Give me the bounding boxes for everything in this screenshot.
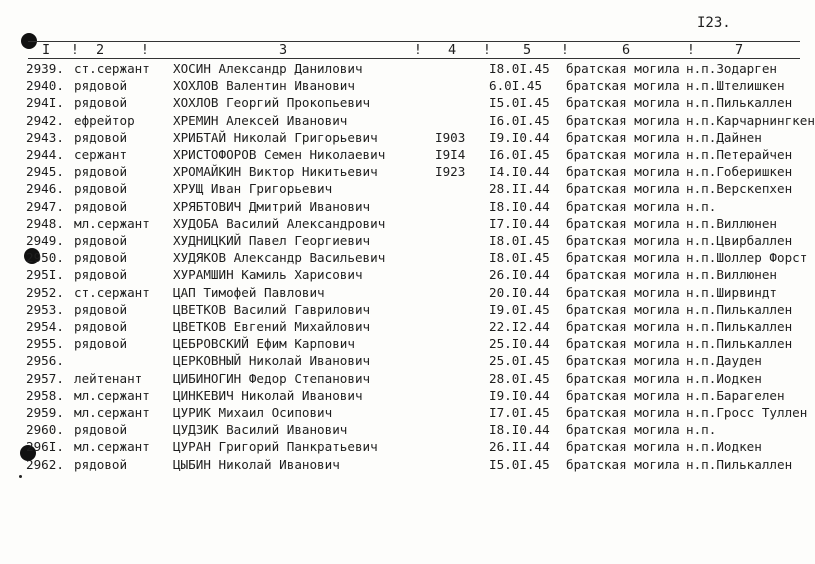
- rank: лейтенант: [74, 370, 143, 386]
- entry-number: 2950.: [26, 250, 64, 266]
- burial-type: братская могила: [566, 215, 680, 231]
- burial-place: н.п.Виллюнен: [686, 267, 777, 283]
- table-row: [0, 94, 800, 111]
- burial-type: братская могила: [566, 147, 680, 162]
- table-row: [0, 112, 815, 129]
- header-separator: !: [141, 43, 149, 58]
- full-name: ЦУДЗИК Василий Иванович: [173, 422, 348, 438]
- full-name: ЦЫБИН Николай Иванович: [173, 456, 340, 472]
- full-name: ЦАП Тимофей Павлович: [173, 284, 325, 300]
- full-name: ХОХЛОВ Валентин Иванович: [173, 78, 355, 94]
- full-name: ХОСИН Александр Данилович: [173, 61, 363, 76]
- table-row: [0, 421, 800, 438]
- death-date: I7.0I.45: [489, 405, 550, 420]
- table-row: [0, 456, 800, 473]
- full-name: ХРИБТАЙ Николай Григорьевич: [173, 129, 378, 145]
- burial-place: н.п.Пилькаллен: [686, 301, 793, 317]
- death-date: 28.0I.45: [489, 370, 550, 386]
- entry-number: 2947.: [26, 198, 64, 214]
- rank: рядовой: [74, 422, 128, 438]
- death-date: I5.0I.45: [489, 456, 550, 472]
- burial-type: братская могила: [566, 164, 680, 180]
- burial-place: н.п.Гоберишкен: [686, 164, 793, 180]
- table-row: [0, 387, 800, 404]
- entry-number: 295I.: [26, 267, 64, 283]
- full-name: ХРИСТОФОРОВ Семен Николаевич: [173, 147, 386, 162]
- full-name: ХОХЛОВ Георгий Прокопьевич: [173, 95, 371, 111]
- birth-year: I9I4: [435, 147, 466, 162]
- entry-number: 2959.: [26, 405, 64, 420]
- entry-number: 2948.: [26, 215, 64, 231]
- full-name: ЦЕРКОВНЫЙ Николай Иванович: [173, 353, 371, 369]
- entry-number: 2954.: [26, 319, 64, 334]
- full-name: ЦУРАН Григорий Панкратьевич: [173, 439, 378, 455]
- full-name: ЦВЕТКОВ Василий Гаврилович: [173, 301, 371, 317]
- death-date: 28.II.44: [489, 181, 550, 197]
- table-row: [0, 335, 800, 352]
- header-rule-top: [28, 41, 800, 42]
- burial-place: н.п.Пилькаллен: [686, 95, 793, 111]
- header-separator: !: [414, 43, 422, 58]
- burial-place: н.п.Иодкен: [686, 370, 762, 386]
- rank: рядовой: [74, 95, 128, 111]
- burial-type: братская могила: [566, 284, 680, 300]
- full-name: ЦУРИК Михаил Осипович: [173, 405, 333, 420]
- table-row: [0, 198, 800, 215]
- rank: рядовой: [74, 233, 128, 248]
- death-date: I9.I0.44: [489, 387, 550, 403]
- burial-type: братская могила: [566, 405, 680, 420]
- rank: рядовой: [74, 198, 128, 214]
- death-date: I6.0I.45: [489, 147, 550, 162]
- full-name: ХУДОБА Василий Александрович: [173, 215, 386, 231]
- death-date: 6.0I.45: [489, 78, 543, 94]
- burial-type: братская могила: [566, 336, 680, 352]
- death-date: 26.I0.44: [489, 267, 550, 283]
- burial-place: н.п.Шоллер Форст: [686, 250, 808, 266]
- entry-number: 2945.: [26, 164, 64, 180]
- birth-year: I903: [435, 129, 466, 145]
- burial-type: братская могила: [566, 181, 680, 197]
- rank: рядовой: [74, 250, 128, 266]
- table-row: [0, 438, 800, 455]
- rank: сержант: [74, 147, 128, 162]
- full-name: ХРОМАЙКИН Виктор Никитьевич: [173, 164, 378, 180]
- burial-type: братская могила: [566, 301, 680, 317]
- header-col3: 3: [279, 42, 288, 58]
- header-col5: 5: [523, 42, 532, 58]
- death-date: I8.0I.45: [489, 61, 550, 76]
- rank: ст.сержант: [74, 284, 150, 300]
- table-row: [0, 180, 800, 197]
- entry-number: 2956.: [26, 353, 64, 369]
- full-name: ЦИНКЕВИЧ Николай Иванович: [173, 387, 363, 403]
- death-date: I8.I0.44: [489, 422, 550, 438]
- death-date: 22.I2.44: [489, 319, 550, 334]
- entry-number: 2942.: [26, 112, 64, 128]
- entry-number: 2957.: [26, 370, 64, 386]
- death-date: 25.0I.45: [489, 353, 550, 369]
- rank: мл.сержант: [74, 439, 150, 455]
- burial-place: н.п.: [686, 198, 717, 214]
- burial-type: братская могила: [566, 233, 680, 248]
- table-row: [0, 129, 800, 146]
- burial-place: н.п.Дайнен: [686, 129, 762, 145]
- burial-type: братская могила: [566, 78, 680, 94]
- table-row: [0, 370, 800, 387]
- rank: рядовой: [74, 78, 128, 94]
- burial-place: н.п.Зодарген: [686, 61, 777, 76]
- header-col1: I: [42, 42, 51, 58]
- table-row: [0, 215, 800, 232]
- rank: рядовой: [74, 129, 128, 145]
- death-date: I8.I0.44: [489, 198, 550, 214]
- entry-number: 2960.: [26, 422, 64, 438]
- burial-place: н.п.: [686, 422, 717, 438]
- full-name: ХУДНИЦКИЙ Павел Георгиевич: [173, 233, 371, 248]
- burial-type: братская могила: [566, 129, 680, 145]
- rank: ст.сержант: [74, 61, 150, 76]
- burial-type: братская могила: [566, 250, 680, 266]
- full-name: ЦЕБРОВСКИЙ Ефим Карпович: [173, 336, 355, 352]
- table-row: [0, 266, 800, 283]
- table-row: [0, 60, 800, 77]
- full-name: ХРЯБТОВИЧ Дмитрий Иванович: [173, 198, 371, 214]
- entry-number: 2939.: [26, 61, 64, 76]
- rank: мл.сержант: [74, 215, 150, 231]
- burial-place: н.п.Барагелен: [686, 387, 785, 403]
- burial-place: н.п.Петерайчен: [686, 147, 793, 162]
- entry-number: 2944.: [26, 147, 64, 162]
- death-date: 20.I0.44: [489, 284, 550, 300]
- header-separator: !: [483, 43, 491, 58]
- burial-place: н.п.Виллюнен: [686, 215, 777, 231]
- death-date: I8.0I.45: [489, 250, 550, 266]
- burial-type: братская могила: [566, 439, 680, 455]
- death-date: I7.I0.44: [489, 215, 550, 231]
- rank: рядовой: [74, 301, 128, 317]
- burial-type: братская могила: [566, 422, 680, 438]
- entry-number: 2953.: [26, 301, 64, 317]
- table-row: [0, 249, 808, 266]
- burial-type: братская могила: [566, 370, 680, 386]
- header-col7: 7: [735, 42, 744, 58]
- death-date: 25.I0.44: [489, 336, 550, 352]
- burial-type: братская могила: [566, 456, 680, 472]
- burial-place: н.п.Пилькаллен: [686, 319, 793, 334]
- page-number: I23.: [697, 15, 731, 31]
- full-name: ХРУЩ Иван Григорьевич: [173, 181, 333, 197]
- header-rule-bottom: [28, 58, 800, 59]
- entry-number: 2949.: [26, 233, 64, 248]
- table-row: [0, 318, 800, 335]
- burial-type: братская могила: [566, 95, 680, 111]
- rank: рядовой: [74, 456, 128, 472]
- death-date: I5.0I.45: [489, 95, 550, 111]
- full-name: ЦИБИНОГИН Федор Степанович: [173, 370, 371, 386]
- entry-number: 2943.: [26, 129, 64, 145]
- burial-type: братская могила: [566, 319, 680, 334]
- entry-number: 2952.: [26, 284, 64, 300]
- rank: рядовой: [74, 319, 128, 334]
- burial-type: братская могила: [566, 198, 680, 214]
- rank: рядовой: [74, 181, 128, 197]
- full-name: ХУРАМШИН Камиль Харисович: [173, 267, 363, 283]
- header-col2: 2: [96, 42, 105, 58]
- death-date: I6.0I.45: [489, 112, 550, 128]
- table-row: [0, 284, 800, 301]
- burial-type: братская могила: [566, 353, 680, 369]
- rank: рядовой: [74, 336, 128, 352]
- header-separator: !: [687, 43, 695, 58]
- rank: мл.сержант: [74, 405, 150, 420]
- burial-place: н.п.Пилькаллен: [686, 336, 793, 352]
- death-date: I9.0I.45: [489, 301, 550, 317]
- full-name: ХУДЯКОВ Александр Васильевич: [173, 250, 386, 266]
- header-col6: 6: [622, 42, 631, 58]
- entry-number: 2946.: [26, 181, 64, 197]
- death-date: I4.I0.44: [489, 164, 550, 180]
- full-name: ЦВЕТКОВ Евгений Михайлович: [173, 319, 371, 334]
- table-row: [0, 232, 800, 249]
- header-col4: 4: [448, 42, 457, 58]
- rank: мл.сержант: [74, 387, 150, 403]
- death-date: I8.0I.45: [489, 233, 550, 248]
- burial-place: н.п.Ширвиндт: [686, 284, 777, 300]
- table-row: [0, 352, 800, 369]
- burial-type: братская могила: [566, 61, 680, 76]
- death-date: I9.I0.44: [489, 129, 550, 145]
- entry-number: 2955.: [26, 336, 64, 352]
- header-separator: !: [71, 43, 79, 58]
- burial-type: братская могила: [566, 267, 680, 283]
- death-date: 26.II.44: [489, 439, 550, 455]
- table-row: [0, 301, 800, 318]
- entry-number: 296I.: [26, 439, 64, 455]
- burial-place: н.п.Пилькаллен: [686, 456, 793, 472]
- header-separator: !: [561, 43, 569, 58]
- table-row: [0, 146, 800, 163]
- table-row: [0, 77, 800, 94]
- burial-place: н.п.Цвирбаллен: [686, 233, 793, 248]
- entry-number: 294I.: [26, 95, 64, 111]
- burial-place: н.п.Гросс Туллен: [686, 405, 808, 420]
- entry-number: 2958.: [26, 387, 64, 403]
- rank: рядовой: [74, 267, 128, 283]
- entry-number: 2940.: [26, 78, 64, 94]
- full-name: ХРЕМИН Алексей Иванович: [173, 112, 348, 128]
- table-row: [0, 163, 800, 180]
- table-row: [0, 404, 808, 421]
- ink-speck: [19, 475, 22, 478]
- rank: рядовой: [74, 164, 128, 180]
- burial-place: н.п.Штелишкен: [686, 78, 785, 94]
- burial-place: н.п.Карчарнингкен: [686, 112, 815, 128]
- rank: ефрейтор: [74, 112, 135, 128]
- burial-type: братская могила: [566, 387, 680, 403]
- burial-place: н.п.Иодкен: [686, 439, 762, 455]
- entry-number: 2962.: [26, 456, 64, 472]
- burial-place: н.п.Верскепхен: [686, 181, 793, 197]
- birth-year: I923: [435, 164, 466, 180]
- burial-type: братская могила: [566, 112, 680, 128]
- burial-place: н.п.Дауден: [686, 353, 762, 369]
